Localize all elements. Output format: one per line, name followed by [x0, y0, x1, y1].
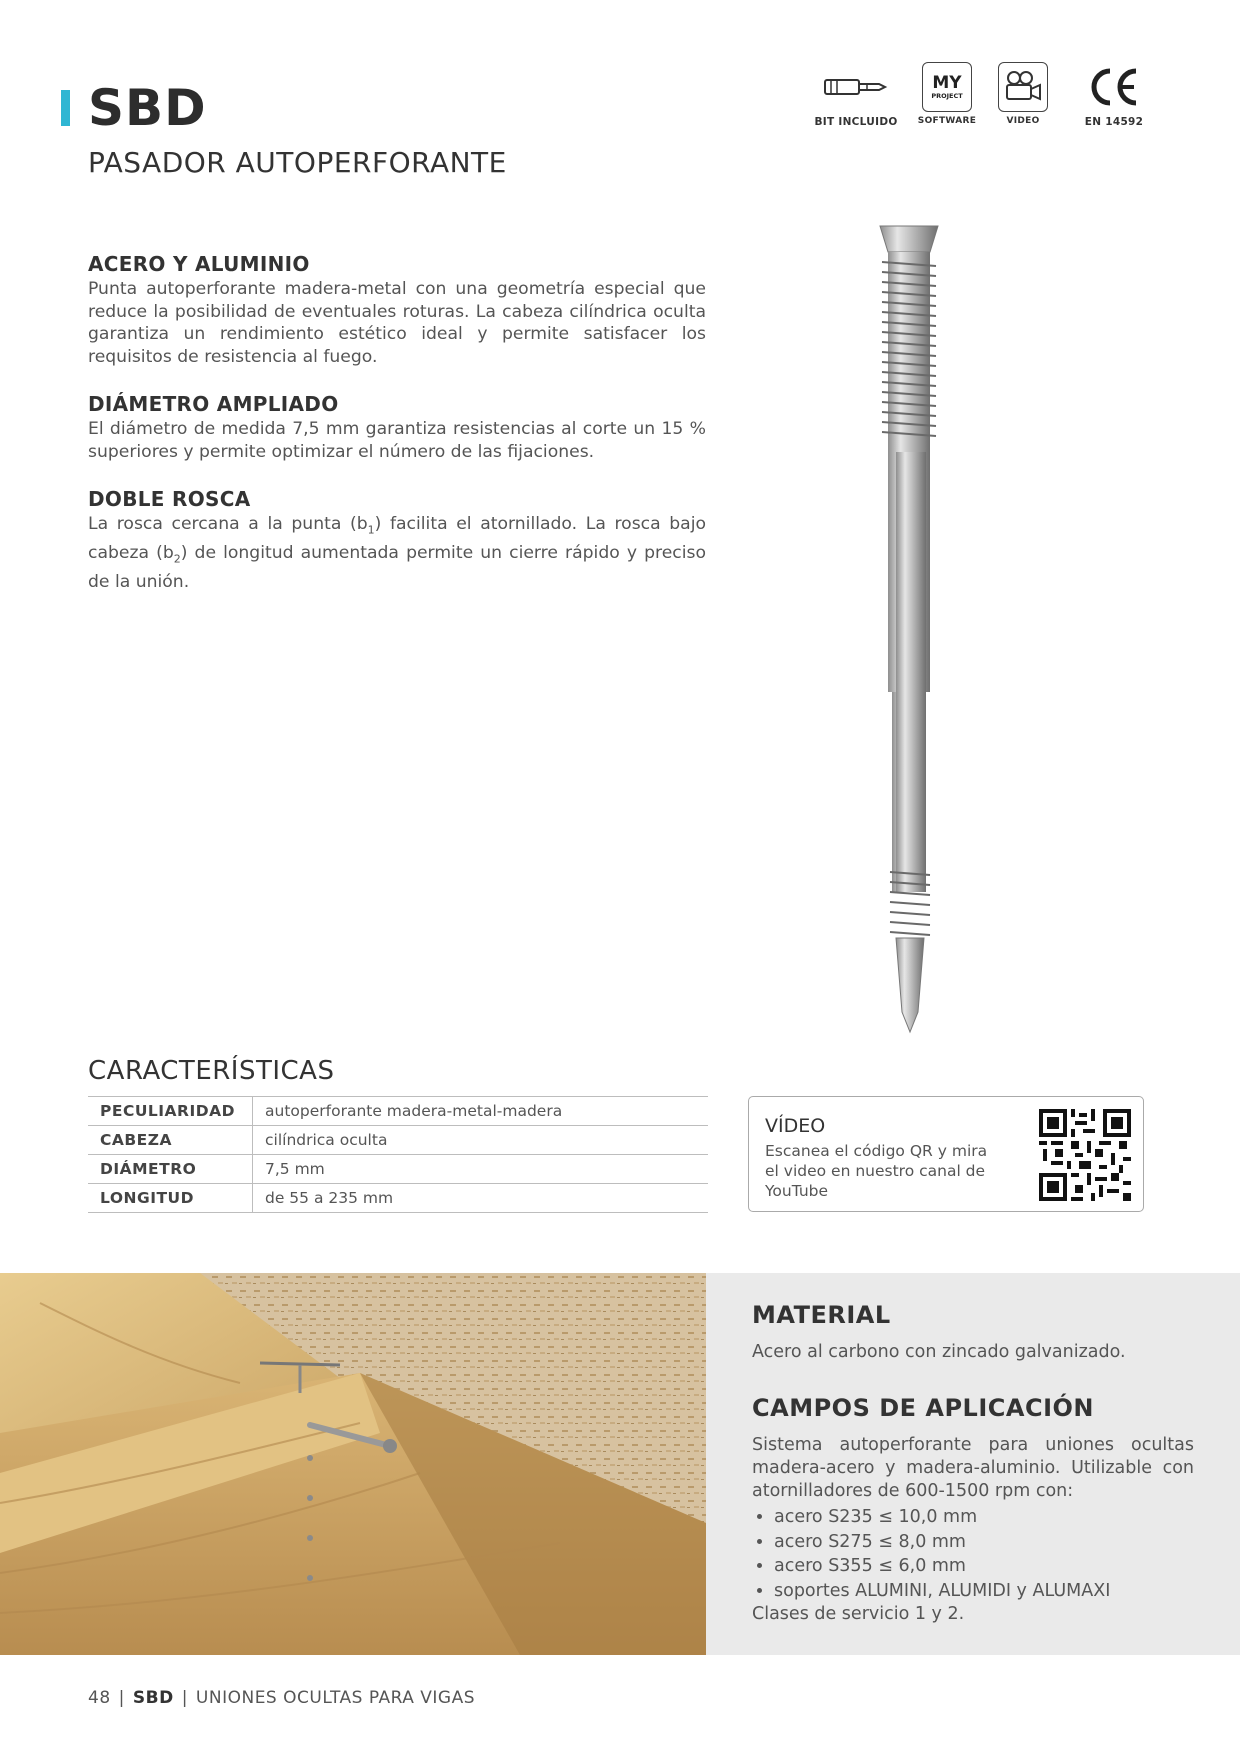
campos-list	[752, 1505, 1194, 1603]
section-title: ACERO Y ALUMINIO	[88, 252, 310, 276]
product-title: SBD	[88, 79, 207, 137]
table-row	[88, 1155, 708, 1184]
row-key: PECULIARIDAD	[88, 1097, 253, 1126]
campos-title: CAMPOS DE APLICACIÓN	[752, 1394, 1094, 1422]
video-label: VIDEO	[1006, 116, 1040, 126]
section-acero-aluminio	[88, 252, 706, 368]
footer-product: SBD	[132, 1688, 174, 1708]
my-badge-text: MY	[932, 72, 962, 93]
bit-label: BIT INCLUIDO	[814, 116, 898, 128]
product-subtitle: PASADOR AUTOPERFORANTE	[88, 146, 507, 179]
qr-code-icon[interactable]	[1039, 1109, 1131, 1201]
video-camera-icon	[998, 62, 1048, 112]
row-key: LONGITUD	[88, 1184, 253, 1213]
section-diametro-ampliado	[88, 392, 706, 463]
material-panel	[706, 1273, 1240, 1655]
bit-icon	[810, 62, 902, 112]
row-key: DIÁMETRO	[88, 1155, 253, 1184]
row-key: CABEZA	[88, 1126, 253, 1155]
page-footer: 48 | SBD | UNIONES OCULTAS PARA VIGAS	[88, 1688, 476, 1708]
my-project-software-icon	[922, 62, 972, 112]
section-text: El diámetro de medida 7,5 mm garantiza resistencias al corte un 15 % superiores y permite optimizar el número de las fijaciones.	[88, 419, 706, 462]
list-item: • acero S275 ≤ 8,0 mm	[774, 1530, 1194, 1555]
table-row	[88, 1184, 708, 1213]
ce-mark-icon	[1068, 62, 1160, 112]
caracteristicas-title: CARACTERÍSTICAS	[88, 1056, 335, 1086]
section-text: Punta autoperforante madera-metal con una geometría especial que reduce la posibilidad de eventuales roturas. La cabeza cilíndrica oculta garantiza un rendimiento estético ideal y permite satisfacer los requisitos de resistencia al fuego.	[88, 279, 706, 367]
row-value: cilíndrica oculta	[253, 1126, 709, 1155]
campos-text: Sistema autoperforante para uniones ocultas madera-acero y madera-aluminio. Utilizable con atornilladores de 600-1500 rpm con:	[752, 1435, 1194, 1501]
project-badge-text: PROJECT	[931, 91, 963, 100]
table-row	[88, 1097, 708, 1126]
section-title: DOBLE ROSCA	[88, 487, 251, 511]
material-text: Acero al carbono con zincado galvanizado.	[752, 1342, 1126, 1362]
video-badge[interactable]	[977, 62, 1069, 126]
material-title: MATERIAL	[752, 1301, 891, 1329]
ce-label: EN 14592	[1084, 116, 1144, 128]
video-card[interactable]	[748, 1096, 1144, 1212]
footer-chapter: UNIONES OCULTAS PARA VIGAS	[195, 1688, 476, 1708]
row-value: autoperforante madera-metal-madera	[253, 1097, 709, 1126]
row-value: de 55 a 235 mm	[253, 1184, 709, 1213]
page-number: 48	[88, 1688, 111, 1708]
title-accent-bar	[61, 90, 70, 126]
list-item: • acero S355 ≤ 6,0 mm	[774, 1554, 1194, 1579]
row-value: 7,5 mm	[253, 1155, 709, 1184]
installation-photo	[0, 1273, 706, 1655]
screw-image	[860, 222, 960, 1038]
section-title: DIÁMETRO AMPLIADO	[88, 392, 339, 416]
table-row	[88, 1126, 708, 1155]
list-item: • soportes ALUMINI, ALUMIDI y ALUMAXI	[774, 1579, 1194, 1604]
service-classes: Clases de servicio 1 y 2.	[752, 1604, 965, 1624]
caracteristicas-table	[88, 1096, 708, 1213]
section-text: La rosca cercana a la punta $(b_1)$ facilita el atornillado. La rosca bajo cabeza $(b_2)$ de longitud aumentada permite un cierre rápido y preciso de la unión.	[88, 514, 707, 592]
list-item: • acero S235 ≤ 10,0 mm	[774, 1505, 1194, 1530]
feature-sections	[88, 252, 706, 593]
ce-badge	[1068, 62, 1160, 128]
video-text: Escanea el código QR y mira el video en nuestro canal de YouTube	[765, 1142, 988, 1200]
material-content	[752, 1301, 1194, 1626]
video-title: VÍDEO	[765, 1115, 826, 1137]
software-label: SOFTWARE	[917, 116, 977, 126]
bit-included-badge	[810, 62, 902, 128]
section-doble-rosca	[88, 487, 706, 593]
